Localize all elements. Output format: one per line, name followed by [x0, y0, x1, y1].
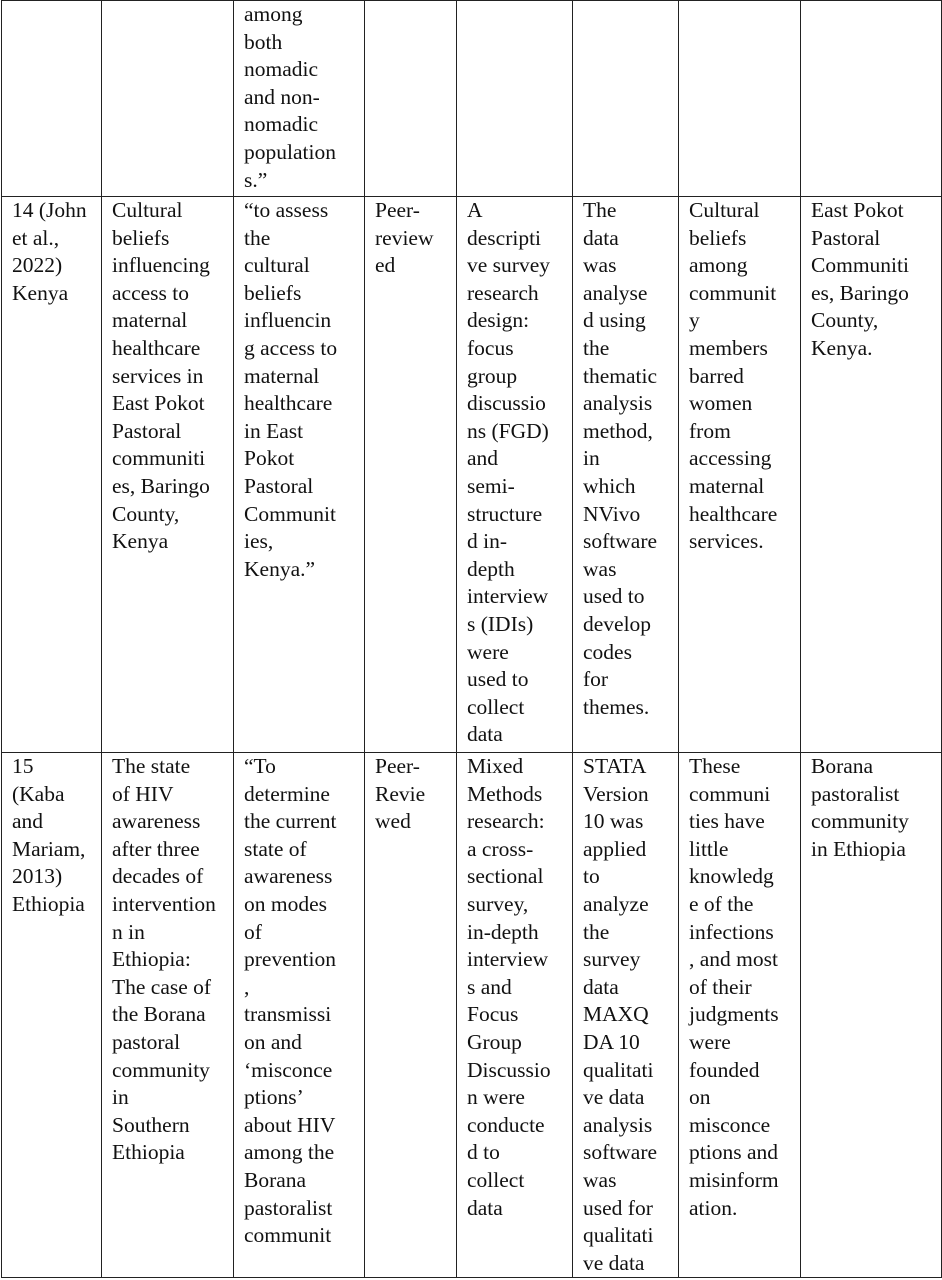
literature-review-table — [1, 0, 942, 1278]
table-cell-findings — [679, 1, 801, 197]
table-cell-population: Borana pastoralist community in Ethiopia — [801, 753, 942, 1278]
table-row — [2, 197, 942, 753]
table-cell-review-status: Peer- review ed — [365, 197, 457, 753]
table-cell-study: 15 (Kaba and Mariam, 2013) Ethiopia — [2, 753, 102, 1278]
table-cell-design: Mixed Methods research: a cross- sectional survey, in-depth interview s and Focus Group Discussio n were conducte d to collect data — [457, 753, 573, 1278]
table-cell-analysis: The data was analyse d using the thematic analysis method, in which NVivo software was used to develop codes for themes. — [573, 197, 679, 753]
table-cell-design — [457, 1, 573, 197]
table-row — [2, 753, 942, 1278]
table-cell-study: 14 (John et al., 2022) Kenya — [2, 197, 102, 753]
table-cell-aim: “to assess the cultural beliefs influencin g access to maternal healthcare in East Pokot Pastoral Communit ies, Kenya.” — [234, 197, 365, 753]
table-cell-title: Cultural beliefs influencing access to maternal healthcare services in East Pokot Pastoral communiti es, Baringo County, Kenya — [102, 197, 234, 753]
table-cell-analysis — [573, 1, 679, 197]
table-row — [2, 1, 942, 197]
table-cell-findings: These communi ties have little knowledg e of the infections , and most of their judgments were founded on misconce ptions and misinform ation. — [679, 753, 801, 1278]
table-cell-title: The state of HIV awareness after three decades of intervention n in Ethiopia: The case of the Borana pastoral community in Southern Ethiopia — [102, 753, 234, 1278]
table-cell-review-status: Peer- Revie wed — [365, 753, 457, 1278]
table-cell-population: East Pokot Pastoral Communiti es, Baringo County, Kenya. — [801, 197, 942, 753]
table-cell-study — [2, 1, 102, 197]
table-cell-aim: among both nomadic and non- nomadic population s.” — [234, 1, 365, 197]
table-cell-aim: “To determine the current state of awareness on modes of prevention , transmissi on and ‘misconce ptions’ about HIV among the Borana pastoralist communit — [234, 753, 365, 1278]
table-cell-analysis: STATA Version 10 was applied to analyze the survey data MAXQ DA 10 qualitati ve data analysis software was used for qualitati ve data — [573, 753, 679, 1278]
table-cell-findings: Cultural beliefs among communit y members barred women from accessing maternal healthcare services. — [679, 197, 801, 753]
table-cell-design: A descripti ve survey research design: focus group discussio ns (FGD) and semi- structure d in- depth interview s (IDIs) were used to collect data — [457, 197, 573, 753]
table-cell-review-status — [365, 1, 457, 197]
table-cell-title — [102, 1, 234, 197]
table-cell-population — [801, 1, 942, 197]
